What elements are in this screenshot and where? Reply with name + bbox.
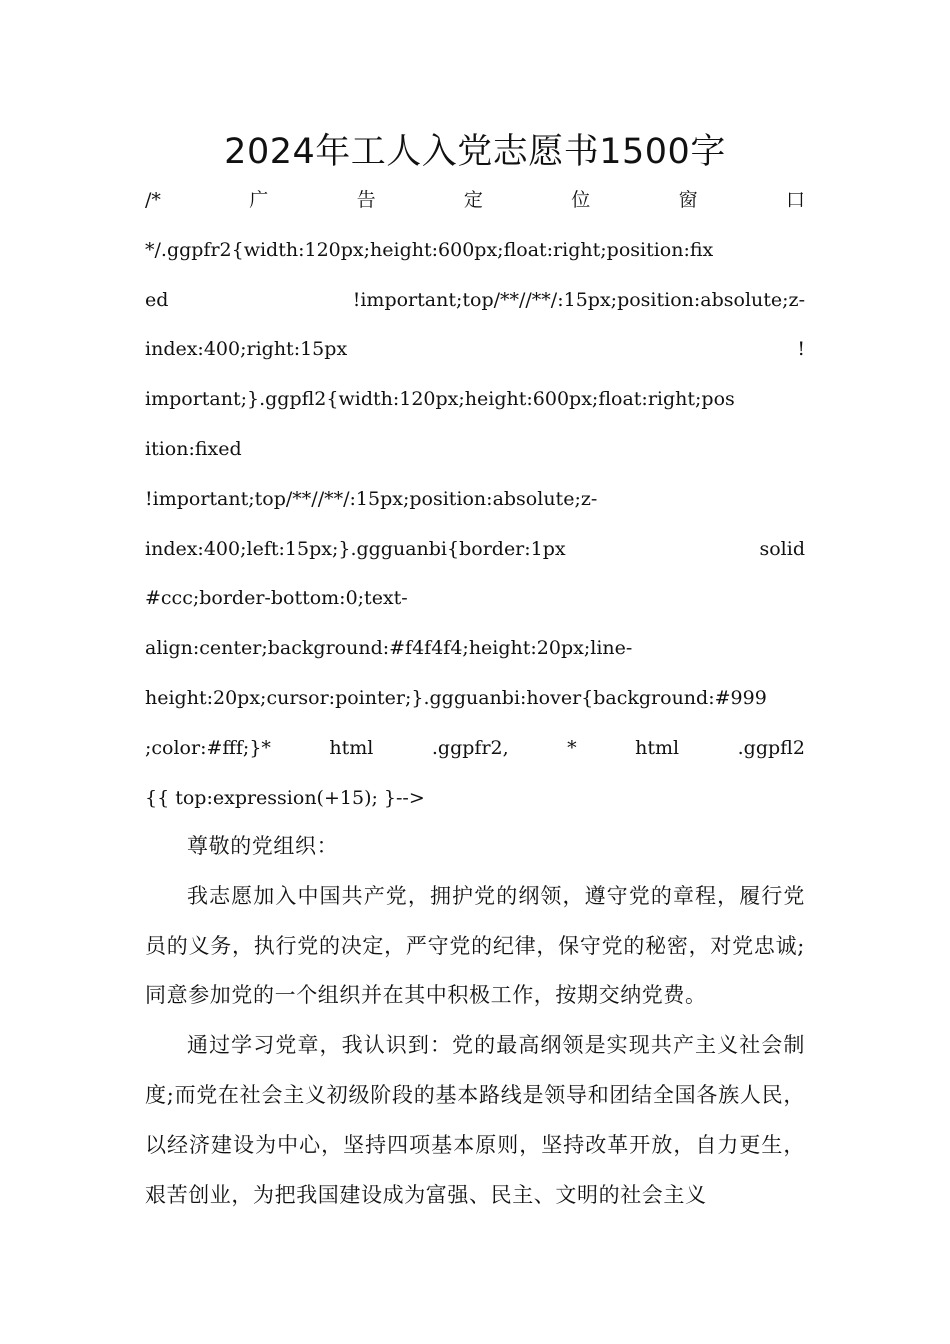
- salutation: 尊敬的党组织：: [187, 834, 339, 858]
- code-line: [145, 525, 805, 575]
- code-line: [145, 574, 805, 624]
- code-line: [145, 226, 805, 276]
- code-token: html: [635, 736, 680, 759]
- code-token: ;color:#fff;}*: [145, 736, 271, 759]
- code-token: html: [329, 736, 374, 759]
- code-token: {{ top:expression(+15); }-->: [145, 786, 425, 809]
- code-token: !important;top/**//**/:15px;position:absolute;z-: [145, 487, 598, 510]
- code-token: align:center;background:#f4f4f4;height:20px;line-: [145, 637, 633, 660]
- code-line: [145, 475, 805, 525]
- code-token: index:400;right:15px: [145, 338, 348, 361]
- code-token: important;}.ggpfl2{width:120px;height:600px;float:right;pos: [145, 388, 735, 411]
- code-line: [145, 674, 805, 724]
- code-line: [145, 325, 805, 375]
- ad-comment-token: 广: [249, 189, 269, 211]
- ad-comment-line: [145, 176, 805, 226]
- code-token: .ggpfl2: [737, 736, 805, 759]
- code-token: height:20px;cursor:pointer;}.ggguanbi:hover{background:#999: [145, 686, 767, 709]
- code-line: [145, 724, 805, 774]
- code-token: ed: [145, 288, 169, 311]
- code-token: solid: [759, 537, 805, 560]
- body-paragraph: 通过学习党章，我认识到：党的最高纲领是实现共产主义社会制度;而党在社会主义初级阶段的基本路线是领导和团结全国各族人民，以经济建设为中心，坚持四项基本原则，坚持改革开放，自力更生，艰苦创业，为把我国建设成为富强、民主、文明的社会主义: [145, 1033, 805, 1207]
- code-line: [145, 624, 805, 674]
- ad-comment-token: 窗: [678, 189, 698, 211]
- code-token: ition:fixed: [145, 437, 242, 460]
- code-token: index:400;left:15px;}.ggguanbi{border:1px: [145, 537, 566, 560]
- body-paragraph: 我志愿加入中国共产党，拥护党的纲领，遵守党的章程，履行党员的义务，执行党的决定，严守党的纪律，保守党的秘密，对党忠诚;同意参加党的一个组织并在其中积极工作，按期交纳党费。: [145, 883, 805, 1008]
- code-line: [145, 425, 805, 475]
- letter-body: [145, 822, 805, 1220]
- ad-comment-token: 定: [463, 189, 483, 211]
- ad-comment-token: 位: [571, 189, 591, 211]
- document-title: 2024年工人入党志愿书1500字: [224, 132, 726, 172]
- code-token: *: [567, 736, 577, 759]
- ad-code-block: [145, 176, 805, 823]
- code-token: !: [797, 338, 805, 361]
- code-line: [145, 375, 805, 425]
- ad-comment-token: /*: [145, 189, 161, 211]
- code-token: #ccc;border-bottom:0;text-: [145, 587, 408, 610]
- code-line: [145, 276, 805, 326]
- code-line: [145, 774, 805, 824]
- code-token: .ggpfr2,: [431, 736, 509, 759]
- ad-comment-token: 口: [785, 189, 805, 211]
- code-token: */.ggpfr2{width:120px;height:600px;float:right;position:fix: [145, 238, 714, 261]
- code-token: !important;top/**//**/:15px;position:absolute;z-: [352, 288, 805, 311]
- ad-comment-token: 告: [356, 189, 376, 211]
